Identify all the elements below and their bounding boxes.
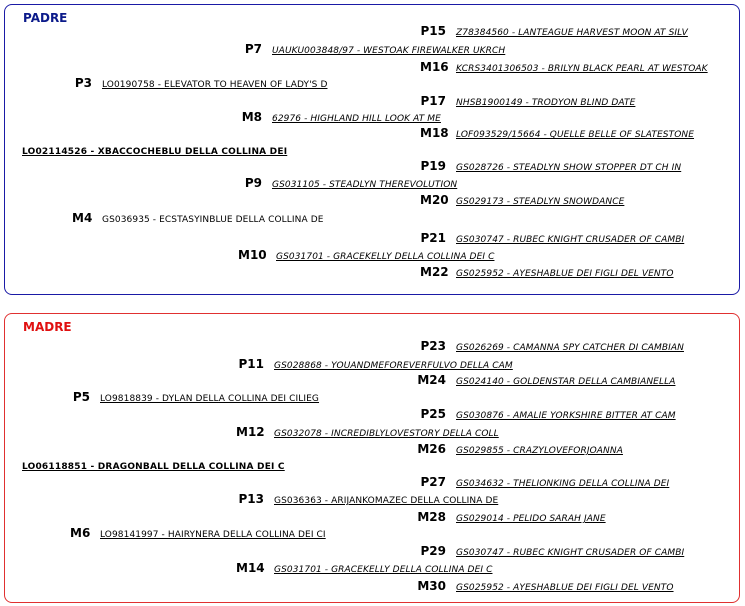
pedigree-row-p25: [416, 403, 676, 422]
code-label: M4: [72, 211, 93, 225]
dog-link[interactable]: KCRS3401306503 - BRILYN BLACK PEARL AT WESTOAK: [456, 64, 708, 74]
code-label: P23: [420, 339, 446, 353]
dog-link[interactable]: GS025952 - AYESHABLUE DEI FIGLI DEL VENTO: [456, 269, 674, 279]
pedigree-row-m14: [236, 557, 492, 576]
dog-link[interactable]: GS036363 - ARIJANKOMAZEC DELLA COLLINA DE: [274, 496, 499, 506]
dog-link[interactable]: LOF093529/15664 - QUELLE BELLE OF SLATESTONE: [456, 130, 695, 140]
dog-link[interactable]: GS026269 - CAMANNA SPY CATCHER DI CAMBIAN: [456, 343, 684, 353]
dog-link[interactable]: GS029173 - STEADLYN SNOWDANCE: [456, 197, 625, 207]
code-label: P5: [72, 390, 90, 404]
code-label: P13: [238, 492, 264, 506]
pedigree-row-p17: [420, 90, 635, 109]
pedigree-row-m24: [416, 369, 675, 388]
code-label: P9: [244, 176, 262, 190]
code-label: M14: [236, 561, 265, 575]
pedigree-row-p19: [420, 155, 681, 174]
dog-link[interactable]: LO98141997 - HAIRYNERA DELLA COLLINA DEI CI: [100, 530, 326, 540]
dog-link[interactable]: GS036935 - ECSTASYINBLUE DELLA COLLINA DE: [102, 215, 324, 225]
dog-link[interactable]: GS028726 - STEADLYN SHOW STOPPER DT CH IN: [456, 163, 682, 173]
dog-link[interactable]: NHSB1900149 - TRODYON BLIND DATE: [456, 98, 636, 108]
pedigree-row-p7: [238, 38, 505, 57]
dog-link[interactable]: GS024140 - GOLDENSTAR DELLA CAMBIANELLA: [456, 377, 676, 387]
dog-link[interactable]: GS031105 - STEADLYN THEREVOLUTION: [272, 180, 458, 190]
code-label: M6: [70, 526, 91, 540]
dog-link[interactable]: LO9818839 - DYLAN DELLA COLLINA DEI CILIEG: [100, 394, 320, 404]
code-label: M28: [417, 510, 446, 524]
code-label: M16: [420, 60, 449, 74]
code-label: M24: [417, 373, 446, 387]
code-label: P25: [420, 407, 446, 421]
code-label: M18: [420, 126, 449, 140]
pedigree-row-m28: [416, 506, 606, 525]
code-label: P17: [420, 94, 446, 108]
padre-subject-link[interactable]: LO02114526 - XBACCOCHEBLU DELLA COLLINA DEI: [22, 147, 288, 157]
dog-link[interactable]: Z78384560 - LANTEAGUE HARVEST MOON AT SILV: [456, 28, 688, 38]
dog-link[interactable]: 62976 - HIGHLAND HILL LOOK AT ME: [272, 114, 441, 124]
dog-link[interactable]: LO0190758 - ELEVATOR TO HEAVEN OF LADY'S D: [102, 80, 328, 90]
dog-link[interactable]: UAUKU003848/97 - WESTOAK FIREWALKER UKRCH: [272, 46, 506, 56]
dog-link[interactable]: GS028868 - YOUANDMEFOREVERFULVO DELLA CAM: [274, 361, 513, 371]
pedigree-row-m30: [416, 575, 674, 594]
code-label: M26: [417, 442, 446, 456]
pedigree-row-p3: [72, 72, 327, 91]
code-label: M8: [241, 110, 262, 124]
pedigree-row-m26: [416, 438, 623, 457]
dog-link[interactable]: GS034632 - THELIONKING DELLA COLLINA DEI: [456, 479, 670, 489]
code-label: M22: [420, 265, 449, 279]
pedigree-row-m22: [420, 261, 674, 280]
dog-link[interactable]: GS032078 - INCREDIBLYLOVESTORY DELLA COLL: [274, 429, 499, 439]
pedigree-row-m8: [238, 106, 441, 125]
pedigree-row-p23: [416, 335, 684, 354]
code-label: M10: [238, 248, 267, 262]
code-label: P19: [420, 159, 446, 173]
dog-link[interactable]: GS031701 - GRACEKELLY DELLA COLLINA DEI C: [274, 565, 493, 575]
code-label: P27: [420, 475, 446, 489]
code-label: P3: [74, 76, 92, 90]
pedigree-row-m16: [420, 56, 708, 75]
madre-title: MADRE: [23, 320, 72, 334]
dog-link[interactable]: GS031701 - GRACEKELLY DELLA COLLINA DEI C: [276, 252, 495, 262]
pedigree-row-m6: [70, 522, 326, 541]
dog-link[interactable]: GS030747 - RUBEC KNIGHT CRUSADER OF CAMBI: [456, 235, 685, 245]
pedigree-row-p13: [236, 488, 498, 507]
dog-link[interactable]: GS030876 - AMALIE YORKSHIRE BITTER AT CAM: [456, 411, 676, 421]
code-label: M20: [420, 193, 449, 207]
code-label: P7: [244, 42, 262, 56]
dog-link[interactable]: GS029014 - PELIDO SARAH JANE: [456, 514, 606, 524]
dog-link[interactable]: GS029855 - CRAZYLOVEFORJOANNA: [456, 446, 623, 456]
dog-link[interactable]: GS030747 - RUBEC KNIGHT CRUSADER OF CAMBI: [456, 548, 685, 558]
padre-subject-row: [22, 139, 287, 158]
pedigree-row-m18: [420, 122, 694, 141]
madre-subject-link[interactable]: LO06118851 - DRAGONBALL DELLA COLLINA DEI C: [22, 462, 285, 472]
code-label: M12: [236, 425, 265, 439]
code-label: P29: [420, 544, 446, 558]
code-label: P15: [420, 24, 446, 38]
dog-link[interactable]: GS025952 - AYESHABLUE DEI FIGLI DEL VENTO: [456, 583, 674, 593]
pedigree-row-p5: [70, 386, 319, 405]
code-label: P21: [420, 231, 446, 245]
padre-title: PADRE: [23, 11, 68, 25]
code-label: P11: [238, 357, 264, 371]
pedigree-row-m4: [72, 207, 324, 226]
pedigree-row-p15: [420, 20, 688, 39]
pedigree-row-m20: [420, 189, 624, 208]
madre-subject-row: [22, 454, 285, 473]
code-label: M30: [417, 579, 446, 593]
